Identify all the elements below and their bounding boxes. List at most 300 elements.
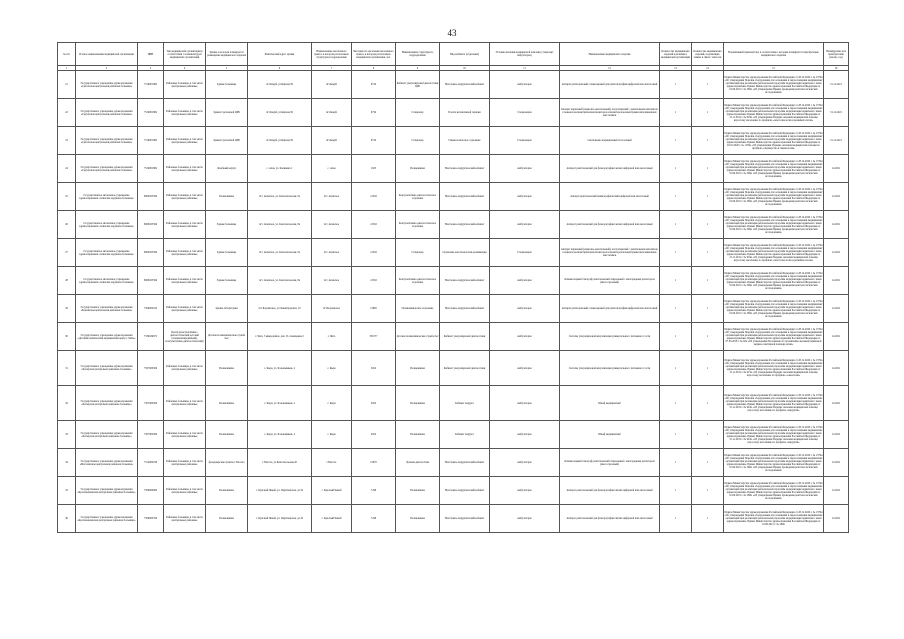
table-cell: Районные больницы, в том числе центральные районные [164, 239, 206, 267]
table-cell: 1 [660, 239, 692, 267]
table-cell: 12.2021 [824, 155, 849, 183]
table-cell: Амбулаторно [490, 211, 560, 239]
table-cell: г.Могоча [312, 449, 352, 477]
table-cell: 31 [58, 351, 76, 386]
table-cell: с. Красный Чикой, ул. Партизанская, д.132 [248, 505, 312, 533]
table-row [58, 183, 849, 211]
table-cell: с. Красный Чикой [312, 505, 352, 533]
table-cell: 33 [58, 421, 76, 449]
table-cell: 1 [692, 239, 724, 267]
table-cell: Стационар [396, 239, 440, 267]
table-cell: 12.2021 [824, 295, 849, 323]
table-cell: Приказ Министерства здравоохранения Российской Федерации от 28.12.2020 г. № 1379н «Об утверждении Перечня оборудования для оснащения и переоснащения медицинских организаций при реализации региональных программ модернизации первичного звена здравоохранения» Приказ Министерства здравоохранения Российской Федерации от 07.03.2018 г. № 92н «Об утверждении Положения об организации оказания первичной медико-санитарной помощи детям» [724, 323, 824, 351]
table-cell: Светильник операционный потолочный [560, 127, 660, 155]
table-cell: 1 [660, 155, 692, 183]
table-cell: 7519001882 [138, 127, 164, 155]
table-cell: 27 [58, 239, 76, 267]
table-cell: Районные больницы, в том числе центральные районные [164, 99, 206, 127]
table-cell: Аппарат рентгеновский стационарный для рентгенографии цифровой или аналоговый [560, 71, 660, 99]
table-cell: Аппарат рентгеновский для флюорографии легких цифровой или аналоговый [560, 477, 660, 505]
table-cell: 34 [58, 449, 76, 477]
table-row [58, 386, 849, 421]
table-cell: пгт. Агинское, ул. Комсомольская, 8а [248, 239, 312, 267]
table-cell: 1 [692, 386, 724, 421]
table-cell: Стационарно [490, 127, 560, 155]
table-cell: 1 [660, 421, 692, 449]
column-number: 1 [58, 66, 76, 71]
table-cell: Отделение анестезиологии-реанимации [440, 239, 490, 267]
column-header: Здание, в котором планируется размещение медицинского изделия [206, 43, 248, 66]
table-cell: 30 [58, 323, 76, 351]
column-header: Вид кабинета (отделения) [440, 43, 490, 66]
table-cell: 12.2021 [824, 351, 849, 386]
table-cell: 1 [692, 295, 724, 323]
table-cell: 1 [660, 127, 692, 155]
table-cell: 8000025596 [138, 211, 164, 239]
table-cell: 8000025596 [138, 239, 164, 267]
table-cell: Шкаф медицинский [560, 421, 660, 449]
table-cell: Поликлиника [206, 351, 248, 386]
table-cell: 6734 [352, 99, 396, 127]
table-cell: 1 [692, 505, 724, 533]
table-cell: Здание больницы [206, 239, 248, 267]
column-header: № п/п [58, 43, 76, 66]
table-cell: пгт.Кокуй [312, 99, 352, 127]
table-cell: с. Ахая, ул. Калинина 1 [248, 155, 312, 183]
table-cell: Поликлиника [206, 505, 248, 533]
table-cell: Лучевая диагностика [396, 449, 440, 477]
table-cell: 7507000306 [138, 386, 164, 421]
table-cell: Аппарат рентгеновский стационарный для рентгенографии цифровой или аналоговый [560, 295, 660, 323]
table-cell: 36 [58, 505, 76, 533]
table-cell: Амбулаторно [490, 386, 560, 421]
table-cell: пгт.Кокуй, ул.Кирова,39 [248, 71, 312, 99]
table-cell: Районные больницы, в том числе центральные районные [164, 267, 206, 295]
column-number: 11 [490, 66, 560, 71]
table-cell: Амбулаторно [490, 323, 560, 351]
table-cell: 7519001882 [138, 71, 164, 99]
table-cell: Детская поликлиническая служба №2 [396, 323, 440, 351]
table-cell: 12.2021 [824, 386, 849, 421]
table-cell: 12.2021 [824, 323, 849, 351]
table-row [58, 351, 849, 386]
table-cell: 1 [692, 267, 724, 295]
table-cell: 350177 [352, 323, 396, 351]
column-header: Фактический адрес здания [248, 43, 312, 66]
table-cell: Государственное учреждение здравоохранения «Каларская центральная районная больница» [76, 421, 138, 449]
table-cell: 1 [692, 155, 724, 183]
table-cell: Приказ Министерства здравоохранения Российской Федерации от 28.12.2020 г. № 1379н «Об утверждении Перечня оборудования для оснащения и переоснащения медицинских организаций при реализации региональных программ модернизации первичного звена здравоохранения» Приказ Министерства здравоохранения Российской Федерации от 10.06.2021 г. № 560н «Об утверждении Правил проведения рентгенологических исследований» [724, 449, 824, 477]
table-cell: с. Кыра, ул. Большевиков, 4 [248, 386, 312, 421]
table-cell: пгт.Кокуй [312, 127, 352, 155]
table-row [58, 421, 849, 449]
table-row [58, 211, 849, 239]
table-cell: Консультативно-диагностическое отделение [396, 267, 440, 295]
table-cell: 12970 [352, 449, 396, 477]
table-cell: Государственное учреждение здравоохранения «Сретенская центральная районная больница» [76, 99, 138, 127]
column-number: 5 [206, 66, 248, 71]
table-cell: Амбулаторно [490, 351, 560, 386]
column-header: Условия оказания медицинской помощи (стационар/амбулаторно) [490, 43, 560, 66]
column-header: Тип медицинской организации в соответствии с номенклатурой медицинских организаций [164, 43, 206, 66]
table-cell: пгт. Агинское, ул. Комсомольская, 8а [248, 183, 312, 211]
table-cell: Приказ Министерства здравоохранения Российской Федерации от 28.12.2020 г. № 1379н «Об утверждении Перечня оборудования для оснащения и переоснащения медицинских организаций при реализации региональных программ модернизации первичного звена здравоохранения» Приказ Министерства здравоохранения Российской Федерации от 10.06.2021 г. № 560н «Об утверждении Правил проведения рентгенологических исследований» [724, 155, 824, 183]
table-cell: 29 [58, 295, 76, 323]
table-cell: г. Чита [312, 323, 352, 351]
table-cell: 1 [660, 505, 692, 533]
column-number: 4 [164, 66, 206, 71]
table-cell: 22 [58, 99, 76, 127]
table-cell: Стационар [396, 99, 440, 127]
table-cell: Районные больницы, в том числе центральные районные [164, 211, 206, 239]
table-cell: Здание больницы [206, 71, 248, 99]
table-cell: Аппарат рентгеновский для флюорографии легких цифровой или аналоговый [560, 211, 660, 239]
column-header: Нормативный правовой акт, в соответствии с которым планируется приобретение медицинского изделия [724, 43, 824, 66]
table-cell: Аппарат наркозный (наркозно-дыхательный), полуоткрытый с дыхательным автоматом, газовым и волюметрическим монитором и монитором концентрации ингаляционных анестетиков [560, 239, 660, 267]
table-cell: 1 [660, 211, 692, 239]
table-cell: Стационар [396, 127, 440, 155]
table-cell: Неотложно-хирургический кабинет [440, 71, 490, 99]
column-number: 9 [396, 66, 440, 71]
table-cell: Поликлиника [206, 477, 248, 505]
table-cell: 7519001882 [138, 99, 164, 127]
table-row [58, 155, 849, 183]
table-row [58, 323, 849, 351]
table-cell: 23 [58, 127, 76, 155]
column-number: 16 [824, 66, 849, 71]
table-cell: Поликлиника [206, 421, 248, 449]
table-cell: Приказ Министерства здравоохранения Российской Федерации от 28.12.2020 г. № 1379н «Об утверждении Перечня оборудования для оснащения и переоснащения медицинских организаций при реализации региональных программ модернизации первичного звена здравоохранения» Приказ Министерства здравоохранения Российской Федерации от 10.06.2021 г. № 560н «Об утверждении Правил проведения рентгенологических исследований» [724, 211, 824, 239]
table-cell: 1 [692, 323, 724, 351]
table-cell: 12.2021 [824, 239, 849, 267]
column-header: Полное наименование медицинской организации [76, 43, 138, 66]
table-cell: с. Кыра [312, 351, 352, 386]
table-cell: 1 [692, 127, 724, 155]
table-cell: Амбулаторно [490, 183, 560, 211]
table-cell: 12.2021 [824, 505, 849, 533]
table-cell: Государственное автономное учреждение здравоохранения «Агинская окружная больница» [76, 183, 138, 211]
table-cell: Районные больницы, в том числе центральные районные [164, 351, 206, 386]
table-cell: Здание больницы [206, 267, 248, 295]
table-cell: Аппарат рентгеновский для флюорографии легких цифровой или аналоговый [560, 155, 660, 183]
table-cell: 7507000306 [138, 351, 164, 386]
column-number: 3 [138, 66, 164, 71]
table-cell: 1 [692, 421, 724, 449]
table-cell: Неотложно-хирургический кабинет [440, 183, 490, 211]
table-cell: Районные больницы, в том числе центральные районные [164, 127, 206, 155]
table-cell: Приказ Министерства здравоохранения Российской Федерации от 28.12.2020 г. № 1379н «Об утверждении Перечня оборудования для оснащения и переоснащения медицинских организаций при реализации региональных программ модернизации первичного звена здравоохранения» Приказ Министерства здравоохранения Российской Федерации от 10.06.2021 г. № 560н «Об утверждении Правил проведения рентгенологических исследований» [724, 71, 824, 99]
table-row [58, 71, 849, 99]
table-cell: 7519001882 [138, 155, 164, 183]
table-cell: 1 [692, 183, 724, 211]
table-cell: пгт. Агинское [312, 183, 352, 211]
table-cell: Консультативно-диагностическое отделение [396, 211, 440, 239]
column-header: Численность населения населенного пункта, в котором расположено медицинская организация, чел. [352, 43, 396, 66]
column-number: 12 [560, 66, 660, 71]
table-cell: Здание лаборатории [206, 295, 248, 323]
table-cell: 1 [660, 351, 692, 386]
column-number: 8 [352, 66, 396, 71]
table-cell: Государственное учреждение здравоохранения «Краснокаменская центральная районная больница» [76, 477, 138, 505]
table-cell: Амбулаторно [490, 155, 560, 183]
table-cell: Кабинет ультразвуковой диагностики [440, 351, 490, 386]
table-cell: Неотложно-хирургический кабинет [440, 477, 490, 505]
equipment-register-table [57, 42, 849, 533]
table-cell: 12.2021 [824, 449, 849, 477]
table-cell: 35 [58, 477, 76, 505]
table-cell: 1 [660, 386, 692, 421]
column-number: 13 [660, 66, 692, 71]
table-cell: Поликлиника [396, 386, 440, 421]
table-cell: 24 [58, 155, 76, 183]
table-cell: Кабинет хирурга [440, 421, 490, 449]
column-number: 2 [76, 66, 138, 71]
column-header: Планируемая дата приобретения (месяц, год) [824, 43, 849, 66]
table-cell: 21 [58, 71, 76, 99]
table-cell: Приказ Министерства здравоохранения Российской Федерации от 28.12.2020 г. № 1379н «Об утверждении Перечня оборудования для оснащения и переоснащения медицинских организаций при реализации региональных программ модернизации первичного звена здравоохранения» Приказ Министерства здравоохранения Российской Федерации от 15.11.2012 г. № 922н «Об утверждении Порядка оказания медицинской помощи взрослому населению по профилю «хирургия» [724, 421, 824, 449]
table-cell: Государственное учреждение здравоохранения «Сретенская центральная районная больница» [76, 155, 138, 183]
table-cell: 1 [692, 71, 724, 99]
table-cell: Приказ Министерства здравоохранения Российской Федерации от 28.12.2020 г. № 1379н «Об утверждении Перечня оборудования для оснащения и переоснащения медицинских организаций при реализации региональных программ модернизации первичного звена здравоохранения» Приказ Министерства здравоохранения Российской Федерации от 15.11.2012 г. № 915н «Об утверждении Порядка оказания медицинской помощи взрослому населению по профилю «онкология» [724, 351, 824, 386]
table-cell: Государственное учреждение здравоохранения «Каларская центральная районная больница» [76, 386, 138, 421]
table-cell: Кабинет ультразвуковой диагностики [440, 323, 490, 351]
table-cell: 1 [660, 323, 692, 351]
table-cell: Государственное учреждение здравоохранения «Краснокаменская центральная районная больница» [76, 505, 138, 533]
column-number: 14 [692, 66, 724, 71]
table-row [58, 239, 849, 267]
table-cell: 8000025596 [138, 183, 164, 211]
table-cell: 1 [692, 351, 724, 386]
table-cell: Амбулаторно [490, 421, 560, 449]
table-cell: пгт.Кокуй [312, 71, 352, 99]
table-cell: 28 [58, 267, 76, 295]
table-cell: пгт.Борзинское [312, 295, 352, 323]
table-cell: пгт. Агинское, ул. Комсомольская, 8а [248, 267, 312, 295]
table-cell: 26 [58, 211, 76, 239]
table-cell: 1 [692, 477, 724, 505]
table-cell: Амбулаторно [490, 267, 560, 295]
table-cell: Государственное автономное учреждение здравоохранения «Агинская окружная больница» [76, 239, 138, 267]
table-row [58, 449, 849, 477]
table-cell: 7506002100 [138, 295, 164, 323]
table-cell: Детская поликлиническая служба №2 [206, 323, 248, 351]
table-cell: 7248 [352, 477, 396, 505]
table-cell: Здание Сретенской ЦРБ [206, 99, 248, 127]
column-number: 6 [248, 66, 312, 71]
table-cell: Районные больницы, в том числе центральные районные [164, 386, 206, 421]
table-cell: 31.12.2021 [824, 99, 849, 127]
table-cell: с. Кыра, ул. Большевиков, 4 [248, 351, 312, 386]
table-cell: Районные больницы, в том числе центральные районные [164, 505, 206, 533]
table-cell: Районные больницы, в том числе центральные районные [164, 71, 206, 99]
table-cell: Государственное автономное учреждение здравоохранения «Агинская окружная больница» [76, 267, 138, 295]
table-cell: 1 [692, 211, 724, 239]
table-row [58, 127, 849, 155]
table-cell: 3022 [352, 386, 396, 421]
table-cell: 12.2021 [824, 421, 849, 449]
table-cell: Лечебный корпус [206, 155, 248, 183]
table-cell: 3022 [352, 351, 396, 386]
table-cell: 32 [58, 386, 76, 421]
table-cell: пгт.Кокуй, ул.Кирова,39 [248, 127, 312, 155]
table-cell: Неотложно-хирургический кабинет [440, 295, 490, 323]
table-cell: Государственное учреждение здравоохранения «Сретенская центральная районная больница» [76, 127, 138, 155]
table-cell: Поликлиника [396, 505, 440, 533]
table-cell: Приказ Министерства здравоохранения Российской Федерации от 28.12.2020 г. № 1379н «Об утверждении Перечня оборудования для оснащения и переоснащения медицинских организаций при реализации региональных программ модернизации первичного звена здравоохранения» Приказ Министерства здравоохранения Российской Федерации от 10.06.2021 г. № 560н «Об утверждении Правил проведения рентгенологических исследований» [724, 477, 824, 505]
column-number: 10 [440, 66, 490, 71]
table-cell: Государственное автономное учреждение здравоохранения «Агинская окружная больница» [76, 211, 138, 239]
table-cell: Здание Сретенской ЦРБ [206, 127, 248, 155]
table-cell: Неотложно-хирургический кабинет [440, 267, 490, 295]
table-cell: Приказ Министерства здравоохранения Российской Федерации от 28.12.2020 г. № 1379н «Об утверждении Перечня оборудования для оснащения и переоснащения медицинских организаций при реализации региональных программ модернизации первичного звена здравоохранения» Приказ Министерства здравоохранения Российской Федерации от 15.11.2012 г. № 919н «Об утверждении Порядка оказания медицинской помощи взрослому населению по профилю «анестезиология и реаниматология» [724, 99, 824, 127]
table-cell: Неотложно-хирургический кабинет [440, 155, 490, 183]
table-cell: с. Ахая [312, 155, 352, 183]
table-cell: 31.12.2021 [824, 71, 849, 99]
table-cell: 6734 [352, 127, 396, 155]
table-cell: 31.12.2021 [824, 127, 849, 155]
table-cell: 1 [660, 449, 692, 477]
table-cell: г. Могоча, ул.Комсомольская,45 [248, 449, 312, 477]
table-cell: Кабинет хирурга [440, 386, 490, 421]
table-cell: пгт. Агинское [312, 211, 352, 239]
table-cell: 1 [660, 295, 692, 323]
table-cell: Поликлиника [206, 183, 248, 211]
table-cell: 21502 [352, 183, 396, 211]
table-cell: Государственное учреждение здравоохранения «Борзинская центральная районная больница» [76, 295, 138, 323]
table-body [58, 71, 849, 533]
table-cell: Государственное учреждение здравоохранения «Могочинская центральная районная больница» [76, 449, 138, 477]
table-header-row [58, 43, 849, 66]
table-cell: 1 [660, 71, 692, 99]
table-cell: Компьютерный томограф рентгеновский спиральный с многорядным детектором (многосрезовый) [560, 267, 660, 295]
table-cell: Районные больницы, в том числе центральные районные [164, 477, 206, 505]
table-cell: с. Красный Чикой, ул. Партизанская, д.132 [248, 477, 312, 505]
table-cell: Районные больницы, в том числе центральные районные [164, 155, 206, 183]
column-header: Наименование медицинского изделия [560, 43, 660, 66]
table-cell: 12.2021 [824, 183, 849, 211]
table-cell: Приказ Министерства здравоохранения Российской Федерации от 28.12.2020 г. № 1379н «Об утверждении Перечня оборудования для оснащения и переоснащения медицинских организаций при реализации региональных программ модернизации первичного звена здравоохранения» Приказ Министерства здравоохранения Российской Федерации от 20.10.2020 г. № 1130н «Об утверждении Порядка оказания медицинской помощи по профилю «акушерство и гинекология» [724, 127, 824, 155]
table-cell: Приказ Министерства здравоохранения Российской Федерации от 28.12.2020 г. № 1379н «Об утверждении Перечня оборудования для оснащения и переоснащения медицинских организаций при реализации региональных программ модернизации первичного звена здравоохранения» Приказ Министерства здравоохранения Российской Федерации от 10.06.2021 г. № 560н «Об утверждении Правил проведения рентгенологических исследований» [724, 183, 824, 211]
table-cell: Приказ Министерства здравоохранения Российской Федерации от 28.12.2020 г. № 1379н «Об утверждении Перечня оборудования для оснащения и переоснащения медицинских организаций при реализации региональных программ модернизации первичного звена здравоохранения» Приказ Министерства здравоохранения Российской Федерации от 10.06.2021 г. № 560н «Об утверждении Правил проведения рентгенологических исследований» [724, 295, 824, 323]
table-cell: Кабинет ультразвуковой диагностики ЦРБ [396, 71, 440, 99]
column-header: Наименование структурного подразделения [396, 43, 440, 66]
table-cell: Центр (консультативно-диагностический детский (специализированный), консультативно-диагностический) [164, 323, 206, 351]
table-cell: Неотложно-хирургический кабинет [440, 211, 490, 239]
table-cell: 12.2021 [824, 477, 849, 505]
table-cell: 1 [692, 449, 724, 477]
table-cell: Районные больницы, в том числе центральные районные [164, 421, 206, 449]
table-cell: Амбулаторно [490, 477, 560, 505]
table-cell: Здание больницы [206, 211, 248, 239]
table-cell: Стационарно [490, 99, 560, 127]
table-cell: г. Чита, 5 микрорайон, дом 15, помещение 2 [248, 323, 312, 351]
table-cell: Амбулаторно [490, 295, 560, 323]
table-cell: Поликлиника [396, 155, 440, 183]
table-cell: Государственное учреждение здравоохранения «Детский клинический медицинский центр г. Читы» [76, 323, 138, 351]
table-cell: 12.2021 [824, 211, 849, 239]
table-cell: 21502 [352, 267, 396, 295]
table-cell: с. Кыра [312, 421, 352, 449]
table-cell: Поликлиника [396, 421, 440, 449]
table-cell: с. Кыра [312, 386, 352, 421]
table-cell: Амбулаторно [490, 505, 560, 533]
table-cell: 7536169972 [138, 323, 164, 351]
table-cell: Неотложно-хирургический кабинет [440, 449, 490, 477]
table-cell: Стационарно [490, 239, 560, 267]
table-cell: Неотложно-хирургический кабинет [440, 505, 490, 533]
column-header: Количество медицинских изделий в наличии в медицинской организации [660, 43, 692, 66]
table-cell: Поликлиника [396, 477, 440, 505]
table-cell: Гинекологическое отделение [440, 127, 490, 155]
table-cell: пгт. Агинское, ул. Комсомольская, 8а [248, 211, 312, 239]
table-cell: Поликлиника [396, 351, 440, 386]
table-cell: 7509000800 [138, 477, 164, 505]
table-cell: пгт. Агинское [312, 267, 352, 295]
table-cell: пгт Борзинское, ул.Ленинградская, 19 [248, 295, 312, 323]
table-cell: Приказ Министерства здравоохранения Российской Федерации от 28.12.2020 г. № 1379н «Об утверждении Перечня оборудования для оснащения и переоснащения медицинских организаций при реализации региональных программ модернизации первичного звена здравоохранения» Приказ Министерства здравоохранения Российской Федерации от 10.06.2021 г. № 560н [724, 505, 824, 533]
table-cell: Палата интенсивной терапии [440, 99, 490, 127]
table-row [58, 99, 849, 127]
column-header: Количество медицинских изделий, подлежащих замене в связи с износом [692, 43, 724, 66]
table-cell: Приказ Министерства здравоохранения Российской Федерации от 28.12.2020 г. № 1379н «Об утверждении Перечня оборудования для оснащения и переоснащения медицинских организаций при реализации региональных программ модернизации первичного звена здравоохранения» Приказ Министерства здравоохранения Российской Федерации от 15.11.2012 г. № 922н «Об утверждении Порядка оказания медицинской помощи взрослому населению по профилю «хирургия» [724, 386, 824, 421]
table-cell: 1 [692, 99, 724, 127]
table-cell: 7248 [352, 505, 396, 533]
table-cell: Районные больницы, в том числе центральные районные [164, 449, 206, 477]
table-cell: 21502 [352, 239, 396, 267]
table-cell: Приказ Министерства здравоохранения Российской Федерации от 28.12.2020 г. № 1379н «Об утверждении Перечня оборудования для оснащения и переоснащения медицинских организаций при реализации региональных программ модернизации первичного звена здравоохранения» Приказ Министерства здравоохранения Российской Федерации от 10.06.2021 г. № 560н «Об утверждении Правил проведения рентгенологических исследований» [724, 267, 824, 295]
table-cell: Система ультразвуковой визуализации универсальная с питанием от сети [560, 351, 660, 386]
table-cell: 1 [660, 183, 692, 211]
table-cell: Система ультразвуковой визуализации универсальная с питанием от сети [560, 323, 660, 351]
table-cell: 21502 [352, 211, 396, 239]
table-cell: Аппарат рентгеновский маммографический цифровой или аналоговый [560, 183, 660, 211]
table-cell: 1 [660, 267, 692, 295]
table-cell: фельдшерские пункты г. Могоча [206, 449, 248, 477]
table-cell: Районные больницы, в том числе центральные районные [164, 295, 206, 323]
table-cell: Поликлиническое отделение [396, 295, 440, 323]
table-cell: 12.2021 [824, 267, 849, 295]
table-cell: пгт. Агинское [312, 239, 352, 267]
table-cell: Амбулаторно [490, 71, 560, 99]
table-cell: 1 [660, 477, 692, 505]
table-cell: 3022 [352, 421, 396, 449]
page-number: 43 [447, 28, 457, 38]
table-cell: с. Кыра, ул. Большевиков, 4 [248, 421, 312, 449]
table-cell: Аппарат наркозный (наркозно-дыхательный), полуоткрытый с дыхательным автоматом, газовым и волюметрическим монитором и монитором концентрации ингаляционных анестетиков [560, 99, 660, 127]
table-cell: Амбулаторно [490, 449, 560, 477]
table-cell: пгт.Кокуй, ул.Кирова,39 [248, 99, 312, 127]
table-cell: Аппарат рентгеновский для флюорографии легких цифровой или аналоговый [560, 505, 660, 533]
column-header: ИНН [138, 43, 164, 66]
table-row [58, 267, 849, 295]
table-cell: 25 [58, 183, 76, 211]
table-cell: 12865 [352, 295, 396, 323]
table-row [58, 295, 849, 323]
column-number: 7 [312, 66, 352, 71]
table-cell: 8000025596 [138, 267, 164, 295]
table-row [58, 505, 849, 533]
table-cell: Поликлиника [206, 386, 248, 421]
table-cell: Компьютерный томограф рентгеновский спиральный с многорядным детектором (многосрезовый) [560, 449, 660, 477]
table-cell: 1025 [352, 155, 396, 183]
table-cell: 7507000306 [138, 421, 164, 449]
table-cell: Государственное учреждение здравоохранения «Сретенская центральная районная больница» [76, 71, 138, 99]
table-row [58, 477, 849, 505]
table-cell: Консультативно-диагностическое отделение [396, 183, 440, 211]
table-cell: 7509000790 [138, 505, 164, 533]
table-cell: Шкаф медицинский [560, 386, 660, 421]
table-cell: 6734 [352, 71, 396, 99]
